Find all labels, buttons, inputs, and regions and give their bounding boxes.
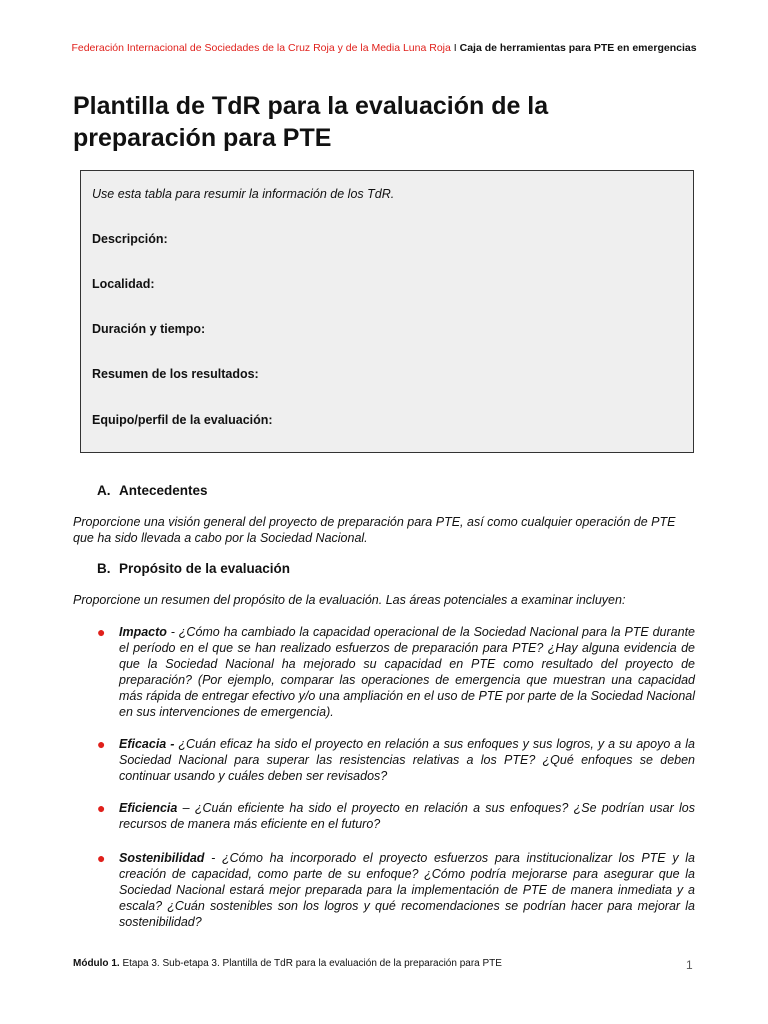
bullet-dot-icon: ● bbox=[97, 800, 106, 816]
bullet-term: Eficiencia bbox=[119, 801, 178, 815]
bullet-term: Impacto bbox=[119, 625, 167, 639]
field-evaluation-team: Equipo/perfil de la evaluación: bbox=[92, 413, 273, 427]
field-description: Descripción: bbox=[92, 232, 168, 246]
bullet-item-efficiency bbox=[97, 800, 695, 832]
bullet-text: - ¿Cómo ha cambiado la capacidad operacional de la Sociedad Nacional para la PTE durante el período en el que se han realizado esfuerzos de preparación para PTE? ¿Hay alguna evidencia de que la Sociedad Nacional ha mejorado su capacidad en PTE como resultado del proyecto de preparación? (Por ejemplo, comparar las operaciones de emergencia que muestran una capacidad más rápida de entregar efectivo y/o una ampliación en el uso de PTE por parte de la Sociedad Nacional en sus intervenciones de emergencia). bbox=[119, 625, 695, 719]
section-title-a: Antecedentes bbox=[119, 483, 208, 498]
bullet-dot-icon: ● bbox=[97, 850, 106, 866]
page-header bbox=[0, 42, 768, 54]
bullet-item-sustainability bbox=[97, 850, 695, 930]
section-title-b: Propósito de la evaluación bbox=[119, 561, 291, 576]
page-footer bbox=[73, 958, 502, 969]
section-text-a: Proporcione una visión general del proyecto de preparación para PTE, así como cualquier operación de PTE que ha sido llevada a cabo por la Sociedad Nacional. bbox=[73, 515, 676, 545]
bullet-dot-icon: ● bbox=[97, 736, 106, 752]
bullet-term: Sostenibilidad bbox=[119, 851, 205, 865]
header-toolkit: Caja de herramientas para PTE en emergencias bbox=[459, 42, 697, 54]
section-heading-a bbox=[97, 483, 208, 498]
bullet-item-efficacy bbox=[97, 736, 695, 784]
field-location: Localidad: bbox=[92, 277, 155, 291]
bullet-dot-icon: ● bbox=[97, 624, 106, 640]
summary-intro: Use esta tabla para resumir la información de los TdR. bbox=[92, 187, 395, 201]
bullet-text: ¿Cuán eficaz ha sido el proyecto en relación a sus enfoques y sus logros, y a su apoyo a la Sociedad Nacional para superar las resistencias relativas a los PTE? ¿Qué enfoques se deben continuar usando y cuáles deben ser revisados? bbox=[119, 737, 695, 783]
header-organization: Federación Internacional de Sociedades de la Cruz Roja y de la Media Luna Roja bbox=[71, 42, 451, 54]
footer-text: Etapa 3. Sub-etapa 3. Plantilla de TdR para la evaluación de la preparación para PTE bbox=[119, 958, 502, 969]
bullet-text: - ¿Cómo ha incorporado el proyecto esfuerzos para institucionalizar los PTE y la creación de capacidad, como parte de su enfoque? ¿Cómo podría mejorarse para asegurar que la Sociedad Nacional estará mejor preparada para la implementación de PTE de manera inmediata y a escala? ¿Cuán sostenibles son los logros y qué recomendaciones se podrían hacer para mejorar la sostenibilidad? bbox=[119, 851, 695, 929]
footer-module: Módulo 1. bbox=[73, 958, 120, 969]
section-letter-b: B. bbox=[97, 561, 111, 576]
section-heading-b bbox=[97, 561, 290, 576]
field-results-summary: Resumen de los resultados: bbox=[92, 367, 259, 381]
bullet-term: Eficacia - bbox=[119, 737, 175, 751]
page-number: 1 bbox=[686, 958, 693, 972]
bullet-text: – ¿Cuán eficiente ha sido el proyecto en relación a sus enfoques? ¿Se podrían usar los recursos de manera más eficiente en el futuro? bbox=[119, 801, 695, 831]
section-letter-a: A. bbox=[97, 483, 111, 498]
header-separator: I bbox=[450, 42, 460, 54]
bullet-item-impact bbox=[97, 624, 695, 720]
field-duration: Duración y tiempo: bbox=[92, 322, 206, 336]
summary-box bbox=[80, 170, 694, 453]
section-text-b: Proporcione un resumen del propósito de la evaluación. Las áreas potenciales a examinar incluyen: bbox=[73, 593, 626, 607]
document-title: Plantilla de TdR para la evaluación de la preparación para PTE bbox=[73, 92, 549, 152]
